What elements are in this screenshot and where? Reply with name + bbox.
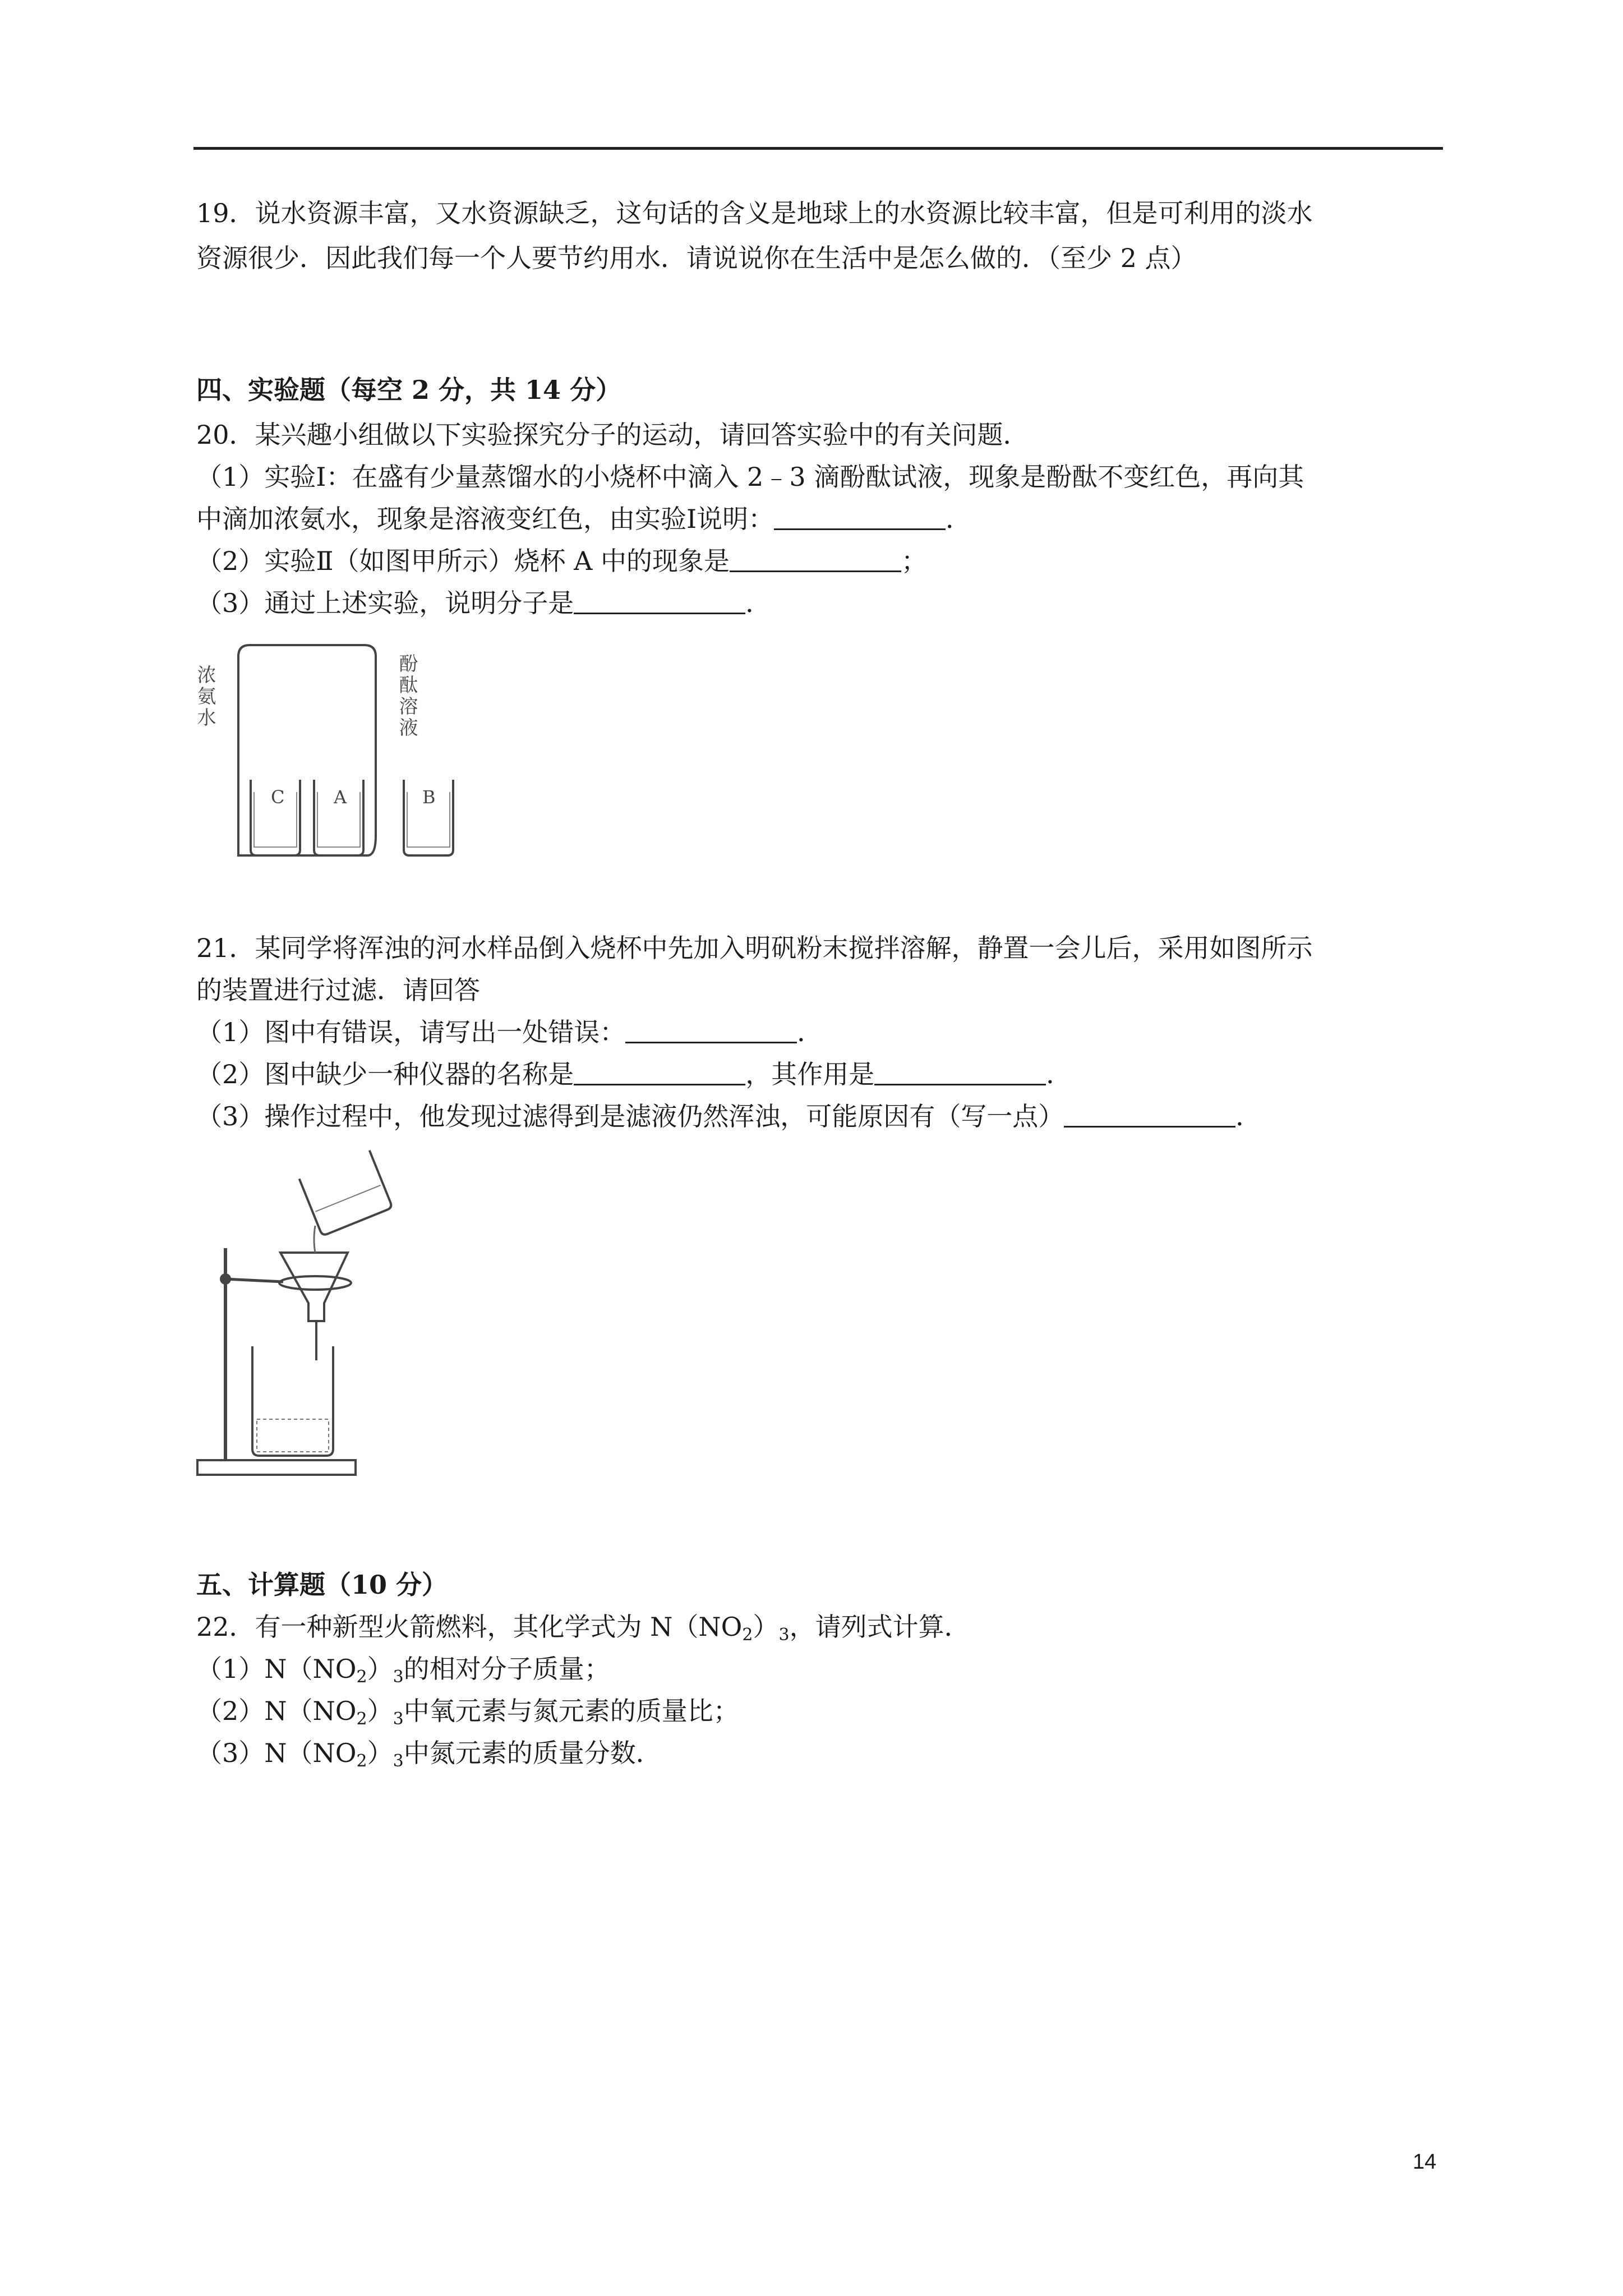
filtration-apparatus-figure [196,1153,421,1478]
stand-base [197,1460,356,1475]
q21-part3 [196,1099,1261,1133]
answer-blank[interactable] [625,1019,797,1043]
section-5-heading: 五、计算题（10 分） [196,1570,448,1600]
q19-line-1: 19．说水资源丰富，又水资源缺乏，这句话的含义是地球上的水资源比较丰富，但是可利用的淡水 [196,198,1313,228]
q21-part1 [196,1015,823,1049]
label-concentrated-ammonia: 浓氨水 [193,665,216,729]
q22-part1 [196,1652,610,1686]
q21-part3-text: （3）操作过程中，他发现过滤得到是滤液仍然浑浊，可能原因有（写一点） [196,1101,1064,1131]
formula: N（NO [264,1738,357,1768]
formula: N（NO [264,1654,357,1684]
answer-blank[interactable] [874,1061,1046,1085]
beaker-c [251,780,300,855]
subscript: 2 [356,1709,367,1729]
q22-part2 [196,1694,739,1728]
beaker-b-label: B [422,786,436,808]
q21-stem-line2: 的装置进行过滤．请回答 [196,975,480,1005]
q22-part2-text: 中氧元素与氮元素的质量比； [403,1696,739,1726]
subscript: 3 [393,1667,404,1687]
subscript: 2 [742,1625,753,1645]
paren: ） [367,1738,393,1768]
q22-part1-text: 的相对分子质量； [403,1654,610,1684]
q22-stem-text-end: ，请列式计算． [789,1612,970,1642]
answer-blank[interactable] [574,1061,745,1085]
part-number: （2） [196,1696,265,1726]
q20-part1-line2 [196,502,971,536]
q20-part2 [196,544,927,578]
punctuation: ． [1235,1101,1262,1131]
molecular-motion-figure [193,634,468,869]
punctuation: ． [1046,1059,1072,1089]
pouring-beaker-icon [299,1151,393,1236]
beaker-a [314,780,363,855]
answer-blank[interactable] [1064,1103,1235,1128]
paren: ） [367,1696,393,1726]
subscript: 3 [393,1751,404,1771]
answer-blank[interactable] [574,590,745,614]
paren: ） [367,1654,393,1684]
receiving-beaker-icon [252,1346,333,1456]
q22-stem-text: 22．有一种新型火箭燃料，其化学式为 N（NO [196,1612,743,1642]
punctuation: ． [946,504,972,534]
q20-part3-text: （3）通过上述实验，说明分子是 [196,588,574,618]
label-phenolphthalein: 酚酞溶液 [395,654,418,739]
q22-stem [196,1610,970,1644]
answer-blank[interactable] [730,548,901,572]
q21-part2-text: （2）图中缺少一种仪器的名称是 [196,1059,574,1089]
subscript: 3 [778,1625,790,1645]
q22-part3 [196,1736,662,1770]
header-rule [193,147,1443,150]
q20-part1-text: 中滴加浓氨水，现象是溶液变红色，由实验Ⅰ说明： [196,504,774,534]
punctuation: ． [797,1017,823,1047]
subscript: 2 [356,1751,367,1771]
q20-part2-text: （2）实验Ⅱ（如图甲所示）烧杯 A 中的现象是 [196,546,730,576]
section-4-heading: 四、实验题（每空 2 分，共 14 分） [196,375,622,405]
subscript: 2 [356,1667,367,1687]
q21-stem-line1: 21．某同学将浑浊的河水样品倒入烧杯中先加入明矾粉末搅拌溶解，静置一会儿后，采用如图所示 [196,933,1313,963]
part-number: （1） [196,1654,265,1684]
q21-part2-text-b: ，其作用是 [745,1059,875,1089]
answer-blank[interactable] [774,506,946,530]
beaker-c-label: C [271,786,285,808]
q20-part1-line1: （1）实验Ⅰ：在盛有少量蒸馏水的小烧杯中滴入 2﹣3 滴酚酞试液，现象是酚酞不变红色，再向其 [196,462,1304,492]
paren: ） [753,1612,779,1642]
subscript: 3 [393,1709,404,1729]
beaker-a-label: A [334,786,347,808]
q20-part3 [196,586,771,620]
punctuation: ． [745,588,772,618]
formula: N（NO [264,1696,357,1726]
q20-stem: 20．某兴趣小组做以下实验探究分子的运动，请回答实验中的有关问题． [196,420,1029,450]
beaker-b [404,780,453,855]
part-number: （3） [196,1738,265,1768]
punctuation: ； [901,546,927,576]
q19-line-2: 资源很少．因此我们每一个人要节约用水．请说说你在生活中是怎么做的．（至少 2 点） [196,243,1197,273]
q21-part1-text: （1）图中有错误，请写出一处错误： [196,1017,626,1047]
q21-part2 [196,1057,1072,1091]
q22-part3-text: 中氮元素的质量分数． [403,1738,662,1768]
page-number: 14 [1413,2150,1437,2174]
